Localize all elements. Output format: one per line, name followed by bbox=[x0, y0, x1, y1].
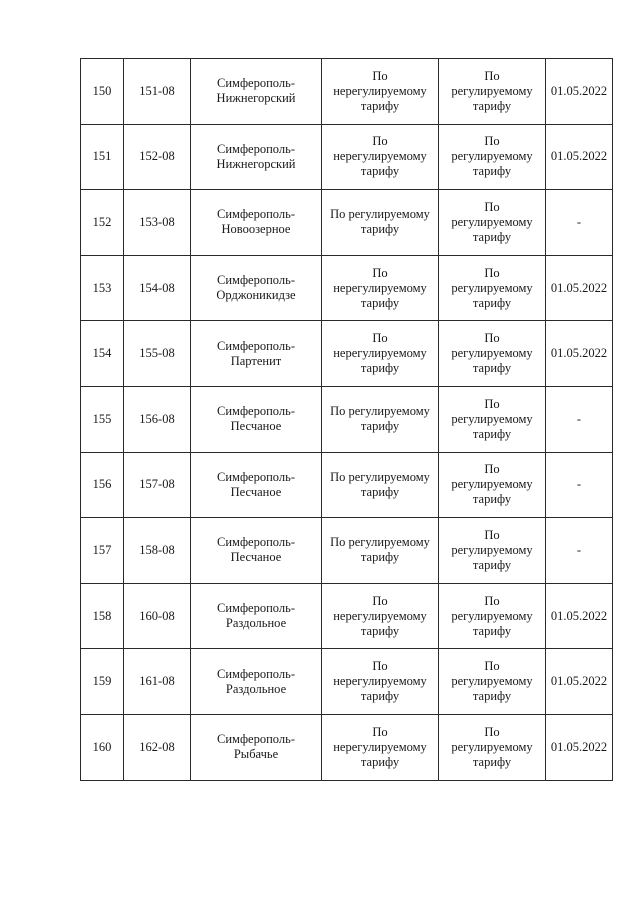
table-row bbox=[81, 386, 613, 452]
route-code: 160-08 bbox=[124, 583, 191, 649]
tariff-type-new: По регулируемому тарифу bbox=[439, 190, 546, 256]
tariff-type-new: По регулируемому тарифу bbox=[439, 124, 546, 190]
change-date: 01.05.2022 bbox=[546, 255, 613, 321]
tariff-type-new: По регулируемому тарифу bbox=[439, 321, 546, 387]
route-code: 155-08 bbox=[124, 321, 191, 387]
tariff-type-current: По регулируемому тарифу bbox=[322, 190, 439, 256]
tariff-type-current: По нерегулируемому тарифу bbox=[322, 124, 439, 190]
table-row bbox=[81, 452, 613, 518]
table-row bbox=[81, 714, 613, 780]
tariff-type-new: По регулируемому тарифу bbox=[439, 583, 546, 649]
route-name: Симферополь- Раздольное bbox=[191, 649, 322, 715]
tariff-type-current: По регулируемому тарифу bbox=[322, 386, 439, 452]
change-date: - bbox=[546, 190, 613, 256]
table-row bbox=[81, 124, 613, 190]
table-row bbox=[81, 583, 613, 649]
table-row bbox=[81, 321, 613, 387]
change-date: 01.05.2022 bbox=[546, 583, 613, 649]
change-date: - bbox=[546, 518, 613, 584]
change-date: 01.05.2022 bbox=[546, 321, 613, 387]
tariff-type-new: По регулируемому тарифу bbox=[439, 714, 546, 780]
tariff-type-current: По нерегулируемому тарифу bbox=[322, 59, 439, 125]
change-date: - bbox=[546, 386, 613, 452]
tariff-type-new: По регулируемому тарифу bbox=[439, 518, 546, 584]
tariff-type-current: По нерегулируемому тарифу bbox=[322, 321, 439, 387]
route-name: Симферополь- Нижнегорский bbox=[191, 124, 322, 190]
route-code: 152-08 bbox=[124, 124, 191, 190]
row-number: 155 bbox=[81, 386, 124, 452]
change-date: 01.05.2022 bbox=[546, 649, 613, 715]
tariff-type-current: По регулируемому тарифу bbox=[322, 518, 439, 584]
row-number: 160 bbox=[81, 714, 124, 780]
table-row bbox=[81, 59, 613, 125]
row-number: 150 bbox=[81, 59, 124, 125]
row-number: 159 bbox=[81, 649, 124, 715]
route-name: Симферополь- Раздольное bbox=[191, 583, 322, 649]
route-code: 161-08 bbox=[124, 649, 191, 715]
route-name: Симферополь- Партенит bbox=[191, 321, 322, 387]
row-number: 157 bbox=[81, 518, 124, 584]
route-name: Симферополь- Песчаное bbox=[191, 518, 322, 584]
tariff-type-new: По регулируемому тарифу bbox=[439, 59, 546, 125]
table-row bbox=[81, 255, 613, 321]
route-name: Симферополь- Рыбачье bbox=[191, 714, 322, 780]
route-code: 162-08 bbox=[124, 714, 191, 780]
tariff-type-new: По регулируемому тарифу bbox=[439, 649, 546, 715]
tariff-type-current: По нерегулируемому тарифу bbox=[322, 583, 439, 649]
route-code: 153-08 bbox=[124, 190, 191, 256]
row-number: 156 bbox=[81, 452, 124, 518]
table-row bbox=[81, 649, 613, 715]
row-number: 152 bbox=[81, 190, 124, 256]
route-code: 157-08 bbox=[124, 452, 191, 518]
route-code: 156-08 bbox=[124, 386, 191, 452]
row-number: 154 bbox=[81, 321, 124, 387]
tariff-type-current: По нерегулируемому тарифу bbox=[322, 714, 439, 780]
tariff-type-current: По нерегулируемому тарифу bbox=[322, 255, 439, 321]
routes-table bbox=[80, 58, 613, 781]
route-name: Симферополь- Песчаное bbox=[191, 386, 322, 452]
change-date: 01.05.2022 bbox=[546, 714, 613, 780]
table-row bbox=[81, 190, 613, 256]
change-date: 01.05.2022 bbox=[546, 59, 613, 125]
row-number: 158 bbox=[81, 583, 124, 649]
route-code: 158-08 bbox=[124, 518, 191, 584]
change-date: - bbox=[546, 452, 613, 518]
row-number: 153 bbox=[81, 255, 124, 321]
table-row bbox=[81, 518, 613, 584]
route-name: Симферополь- Нижнегорский bbox=[191, 59, 322, 125]
route-code: 154-08 bbox=[124, 255, 191, 321]
change-date: 01.05.2022 bbox=[546, 124, 613, 190]
tariff-type-new: По регулируемому тарифу bbox=[439, 386, 546, 452]
route-code: 151-08 bbox=[124, 59, 191, 125]
route-name: Симферополь- Орджоникидзе bbox=[191, 255, 322, 321]
tariff-type-current: По регулируемому тарифу bbox=[322, 452, 439, 518]
tariff-type-new: По регулируемому тарифу bbox=[439, 452, 546, 518]
tariff-type-current: По нерегулируемому тарифу bbox=[322, 649, 439, 715]
route-name: Симферополь- Новоозерное bbox=[191, 190, 322, 256]
row-number: 151 bbox=[81, 124, 124, 190]
route-name: Симферополь- Песчаное bbox=[191, 452, 322, 518]
tariff-type-new: По регулируемому тарифу bbox=[439, 255, 546, 321]
